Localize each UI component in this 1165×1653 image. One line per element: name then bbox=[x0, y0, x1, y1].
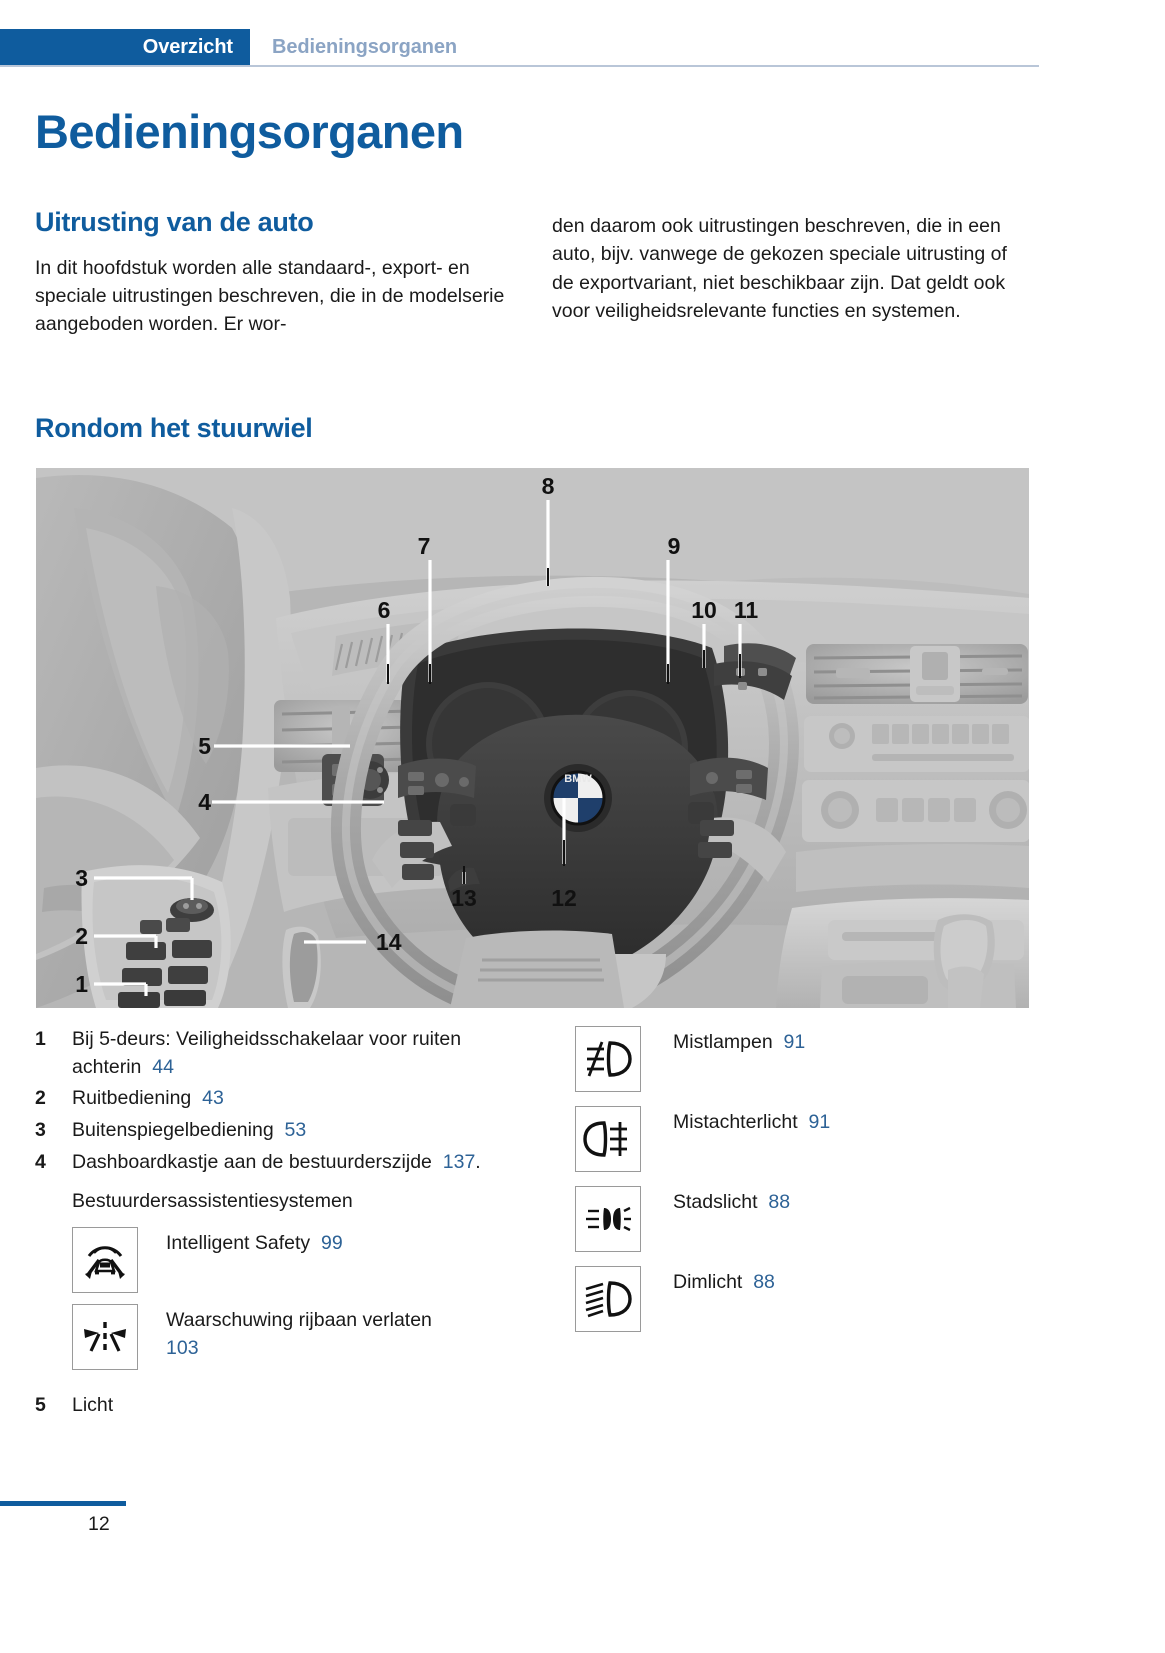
legend-label: Bij 5-deurs: Veiligheidsschakelaar voor ruiten achterin bbox=[72, 1028, 462, 1078]
legend-text bbox=[72, 1085, 535, 1113]
callout-11: 11 bbox=[733, 597, 759, 623]
footer-divider bbox=[0, 1501, 126, 1506]
legend-label: Ruitbediening bbox=[72, 1087, 192, 1110]
assistance-item-intelligent-safety bbox=[72, 1227, 535, 1293]
light-item-low-beam bbox=[575, 1266, 1030, 1332]
steering-heading: Rondom het stuurwiel bbox=[35, 413, 313, 443]
legend-item-4 bbox=[35, 1149, 535, 1177]
page-reference[interactable]: 43 bbox=[202, 1087, 224, 1110]
intelligent-safety-icon bbox=[72, 1227, 138, 1293]
running-header bbox=[0, 29, 1039, 67]
legend-list-left bbox=[35, 1026, 535, 1424]
page-reference[interactable]: 91 bbox=[783, 1031, 806, 1053]
callout-3: 3 bbox=[75, 865, 88, 891]
light-label-text: Dimlicht bbox=[673, 1271, 743, 1293]
callout-10: 10 bbox=[691, 597, 717, 623]
legend-number: 1 bbox=[35, 1028, 46, 1050]
page-number: 12 bbox=[88, 1513, 110, 1535]
legend-suffix: . bbox=[475, 1150, 481, 1173]
legend-item-2 bbox=[35, 1085, 535, 1113]
intro-column-left bbox=[35, 208, 510, 338]
callout-6: 6 bbox=[377, 597, 391, 623]
light-item-rear-fog-lamp bbox=[575, 1106, 1030, 1172]
legend-number: 3 bbox=[35, 1119, 46, 1142]
page-reference[interactable]: 137 bbox=[442, 1150, 476, 1173]
light-label-text: Mistlampen bbox=[673, 1031, 773, 1053]
light-label bbox=[673, 1266, 775, 1297]
cockpit-illustration-graphic bbox=[36, 468, 1029, 1008]
callout-13: 13 bbox=[451, 885, 477, 911]
lane-departure-warning-icon bbox=[72, 1304, 138, 1370]
callout-5: 5 bbox=[198, 733, 211, 759]
callout-8: 8 bbox=[541, 473, 555, 499]
light-label-text: Mistachterlicht bbox=[673, 1111, 798, 1133]
legend-number: 5 bbox=[35, 1394, 46, 1417]
light-item-parking-light bbox=[575, 1186, 1030, 1252]
low-beam-icon bbox=[575, 1266, 641, 1332]
callout-9: 9 bbox=[667, 533, 681, 559]
assistance-label-text: Intelligent Safety bbox=[166, 1232, 311, 1255]
light-label bbox=[673, 1186, 790, 1217]
legend-item-3 bbox=[35, 1117, 535, 1145]
callout-1: 1 bbox=[75, 971, 88, 997]
assistance-label bbox=[166, 1227, 343, 1258]
parking-light-icon bbox=[575, 1186, 641, 1252]
callout-12: 12 bbox=[551, 885, 577, 911]
page-reference[interactable]: 99 bbox=[321, 1232, 343, 1255]
page-reference[interactable]: 53 bbox=[284, 1119, 307, 1142]
page-reference[interactable]: 44 bbox=[152, 1055, 174, 1078]
equipment-paragraph-right: den daarom ook uitrustingen beschreven, die in een auto, bijv. vanwege de gekozen speciale uitrusting of de exportvariant, niet beschikbaar zijn. Dat geldt ook voor veiligheidsrelevante functies en systemen. bbox=[552, 215, 1007, 322]
legend-item-5 bbox=[35, 1392, 535, 1420]
intro-column-right bbox=[552, 208, 1027, 338]
legend-label: Buitenspiegelbediening bbox=[72, 1119, 274, 1142]
intro-columns bbox=[35, 208, 1028, 338]
light-label bbox=[673, 1106, 830, 1137]
equipment-paragraph-left: In dit hoofdstuk worden alle standaard-, export- en speciale uitrustingen beschreven, die in de modelserie aangeboden worden. Er wor- bbox=[35, 256, 505, 336]
assistance-label bbox=[166, 1304, 466, 1362]
page-title: Bedieningsorganen bbox=[35, 105, 464, 158]
legend-item-1 bbox=[35, 1026, 535, 1081]
legend-label: Dashboardkastje aan de bestuurderszijde bbox=[72, 1150, 432, 1173]
assistance-item-lane-departure bbox=[72, 1304, 535, 1370]
page-reference[interactable]: 88 bbox=[768, 1191, 791, 1213]
page-reference[interactable]: 91 bbox=[808, 1111, 831, 1133]
callout-14: 14 bbox=[376, 929, 402, 955]
legend-list-right bbox=[575, 1026, 1030, 1346]
equipment-heading: Uitrusting van de auto bbox=[35, 207, 314, 237]
callout-7: 7 bbox=[417, 533, 431, 559]
driver-assistance-subtitle: Bestuurdersassistentiesystemen bbox=[72, 1190, 353, 1213]
rear-fog-lamp-icon bbox=[575, 1106, 641, 1172]
legend-text bbox=[72, 1117, 535, 1145]
legend-text bbox=[72, 1149, 535, 1177]
light-label bbox=[673, 1026, 805, 1057]
header-chapter-label: Overzicht bbox=[0, 29, 250, 65]
light-item-fog-lamps bbox=[575, 1026, 1030, 1092]
page-reference[interactable]: 103 bbox=[166, 1336, 199, 1359]
legend-text: Licht bbox=[72, 1394, 114, 1417]
assistance-label-text: Waarschuwing rijbaan verlaten bbox=[166, 1309, 432, 1332]
page-reference[interactable]: 88 bbox=[753, 1271, 775, 1293]
cockpit-illustration bbox=[36, 468, 1029, 1008]
header-section-label: Bedieningsorganen bbox=[272, 35, 457, 58]
svg-text:BMW: BMW bbox=[564, 773, 592, 785]
fog-lamp-icon bbox=[575, 1026, 641, 1092]
callout-2: 2 bbox=[75, 923, 88, 949]
legend-text bbox=[72, 1026, 535, 1081]
light-label-text: Stadslicht bbox=[673, 1191, 758, 1213]
callout-4: 4 bbox=[198, 789, 211, 815]
legend-number: 2 bbox=[35, 1087, 46, 1110]
legend-number: 4 bbox=[35, 1150, 46, 1173]
